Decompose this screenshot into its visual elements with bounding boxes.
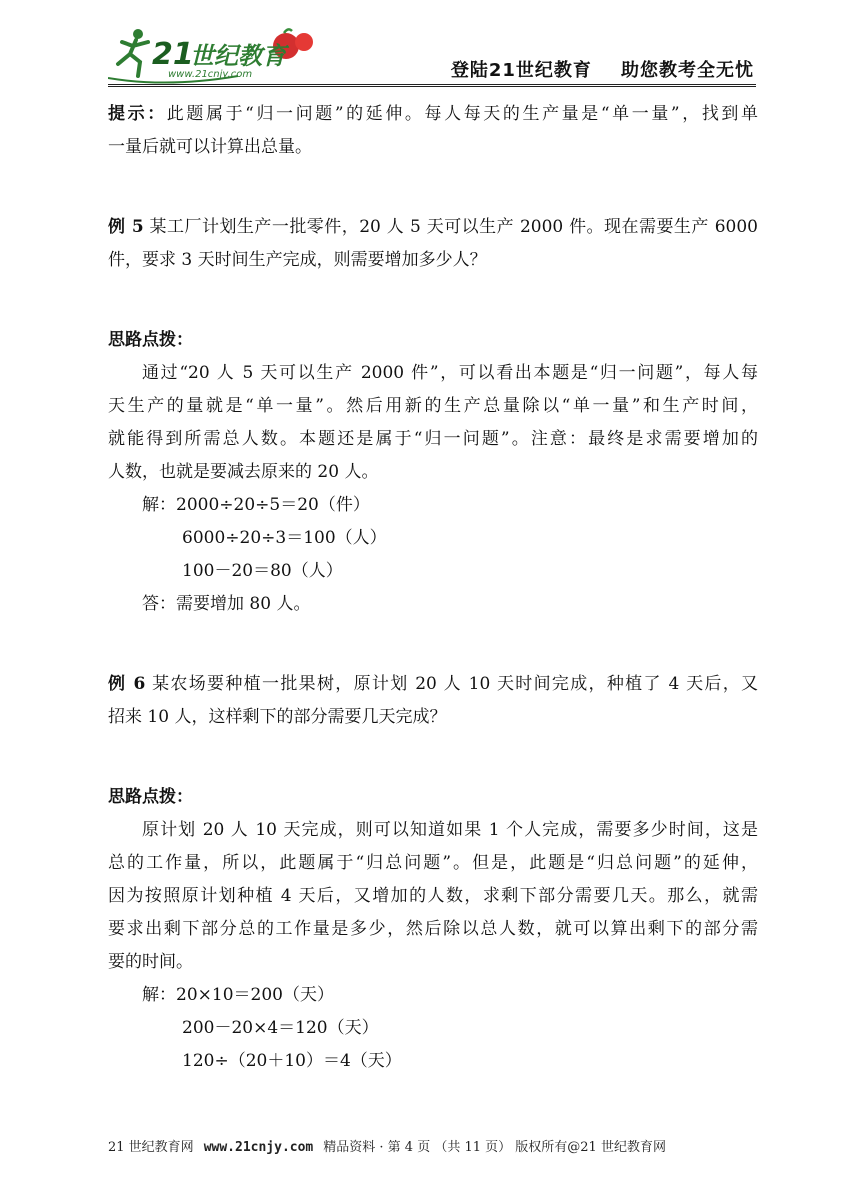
page-footer <box>108 1136 756 1155</box>
tip-text-1: 此题属于“归一问题”的延伸。每人每天的生产量是“单一量”，找到单 <box>166 104 759 124</box>
header-divider <box>108 84 756 87</box>
example-5-hint-line: 人数，也就是要减去原来的 20 人。 <box>108 462 379 482</box>
runner-icon <box>118 29 148 76</box>
footer-site-name: 21 世纪教育网 <box>108 1140 194 1155</box>
svg-text:世纪教育: 世纪教育 <box>190 42 286 70</box>
example-5-solution-line: 6000÷20÷3＝100（人） <box>182 528 387 548</box>
example-5-hint-line: 天生产的量就是“单一量”。然后用新的生产总量除以“单一量”和生产时间， <box>108 396 758 416</box>
footer-site-url: www.21cnjy.com <box>203 1140 314 1155</box>
tip-line-1 <box>108 98 758 131</box>
example-5-question-line-2: 件，要求 3 天时间生产完成，则需要增加多少人？ <box>108 250 487 270</box>
example-6-question-line-2: 招来 10 人，这样剩下的部分需要几天完成？ <box>108 707 447 727</box>
example-5-question-line-1 <box>108 211 758 244</box>
svg-text:21: 21 <box>152 37 194 72</box>
tip-line-2: 一量后就可以计算出总量。 <box>108 137 312 157</box>
example-6-hint-line: 要的时间。 <box>108 952 193 972</box>
example-5-hint-title: 思路点拨： <box>108 330 193 350</box>
document-body <box>108 98 758 1078</box>
example-6-solution-line: 解：20×10＝200（天） <box>142 985 334 1005</box>
example-6-hint-line: 因为按照原计划种植 4 天后，又增加的人数，求剩下部分需要几天。那么，就需 <box>108 886 758 906</box>
footer-page-info: 精品资料 · 第 4 页 （共 11 页） 版权所有@21 世纪教育网 <box>323 1140 666 1155</box>
example-5-answer-line: 答：需要增加 80 人。 <box>142 594 311 614</box>
example-6-hint-title: 思路点拨： <box>108 787 193 807</box>
svg-text:www.21cnjy.com: www.21cnjy.com <box>168 69 253 80</box>
site-logo <box>108 20 338 86</box>
example-6-text-1: 某农场要种植一批果树，原计划 20 人 10 天时间完成，种植了 4 天后，又 <box>145 674 759 694</box>
page-header <box>108 20 756 86</box>
example-5-hint-line: 通过“20 人 5 天可以生产 2000 件”，可以看出本题是“归一问题”，每人每 <box>142 363 758 383</box>
example-6-hint-line: 原计划 20 人 10 天完成，则可以知道如果 1 个人完成，需要多少时间，这是 <box>142 820 758 840</box>
example-5-label: 例 5 <box>108 217 144 237</box>
example-6-hint-line: 要求出剩下部分总的工作量是多少，然后除以总人数，就可以算出剩下的部分需 <box>108 919 758 939</box>
example-6-label: 例 6 <box>108 674 146 694</box>
example-6-solution-line: 200－20×4＝120（天） <box>182 1018 379 1038</box>
example-6-hint-line: 总的工作量，所以，此题属于“归总问题”。但是，此题是“归总问题”的延伸， <box>108 853 758 873</box>
tip-label: 提示： <box>108 104 167 124</box>
example-6-question-line-1 <box>108 668 758 701</box>
example-5-solution-line: 解：2000÷20÷5＝20（件） <box>142 495 370 515</box>
example-5-hint-line: 就能得到所需总人数。本题还是属于“归一问题”。注意：最终是求需要增加的 <box>108 429 758 449</box>
example-5-solution-line: 100－20＝80（人） <box>182 561 343 581</box>
example-5-text-1: 某工厂计划生产一批零件，20 人 5 天可以生产 2000 件。现在需要生产 6000 <box>143 217 758 237</box>
example-6-solution-line: 120÷（20＋10）＝4（天） <box>182 1051 402 1071</box>
header-slogan: 登陆21世纪教育 助您教考全无忧 <box>450 60 754 81</box>
